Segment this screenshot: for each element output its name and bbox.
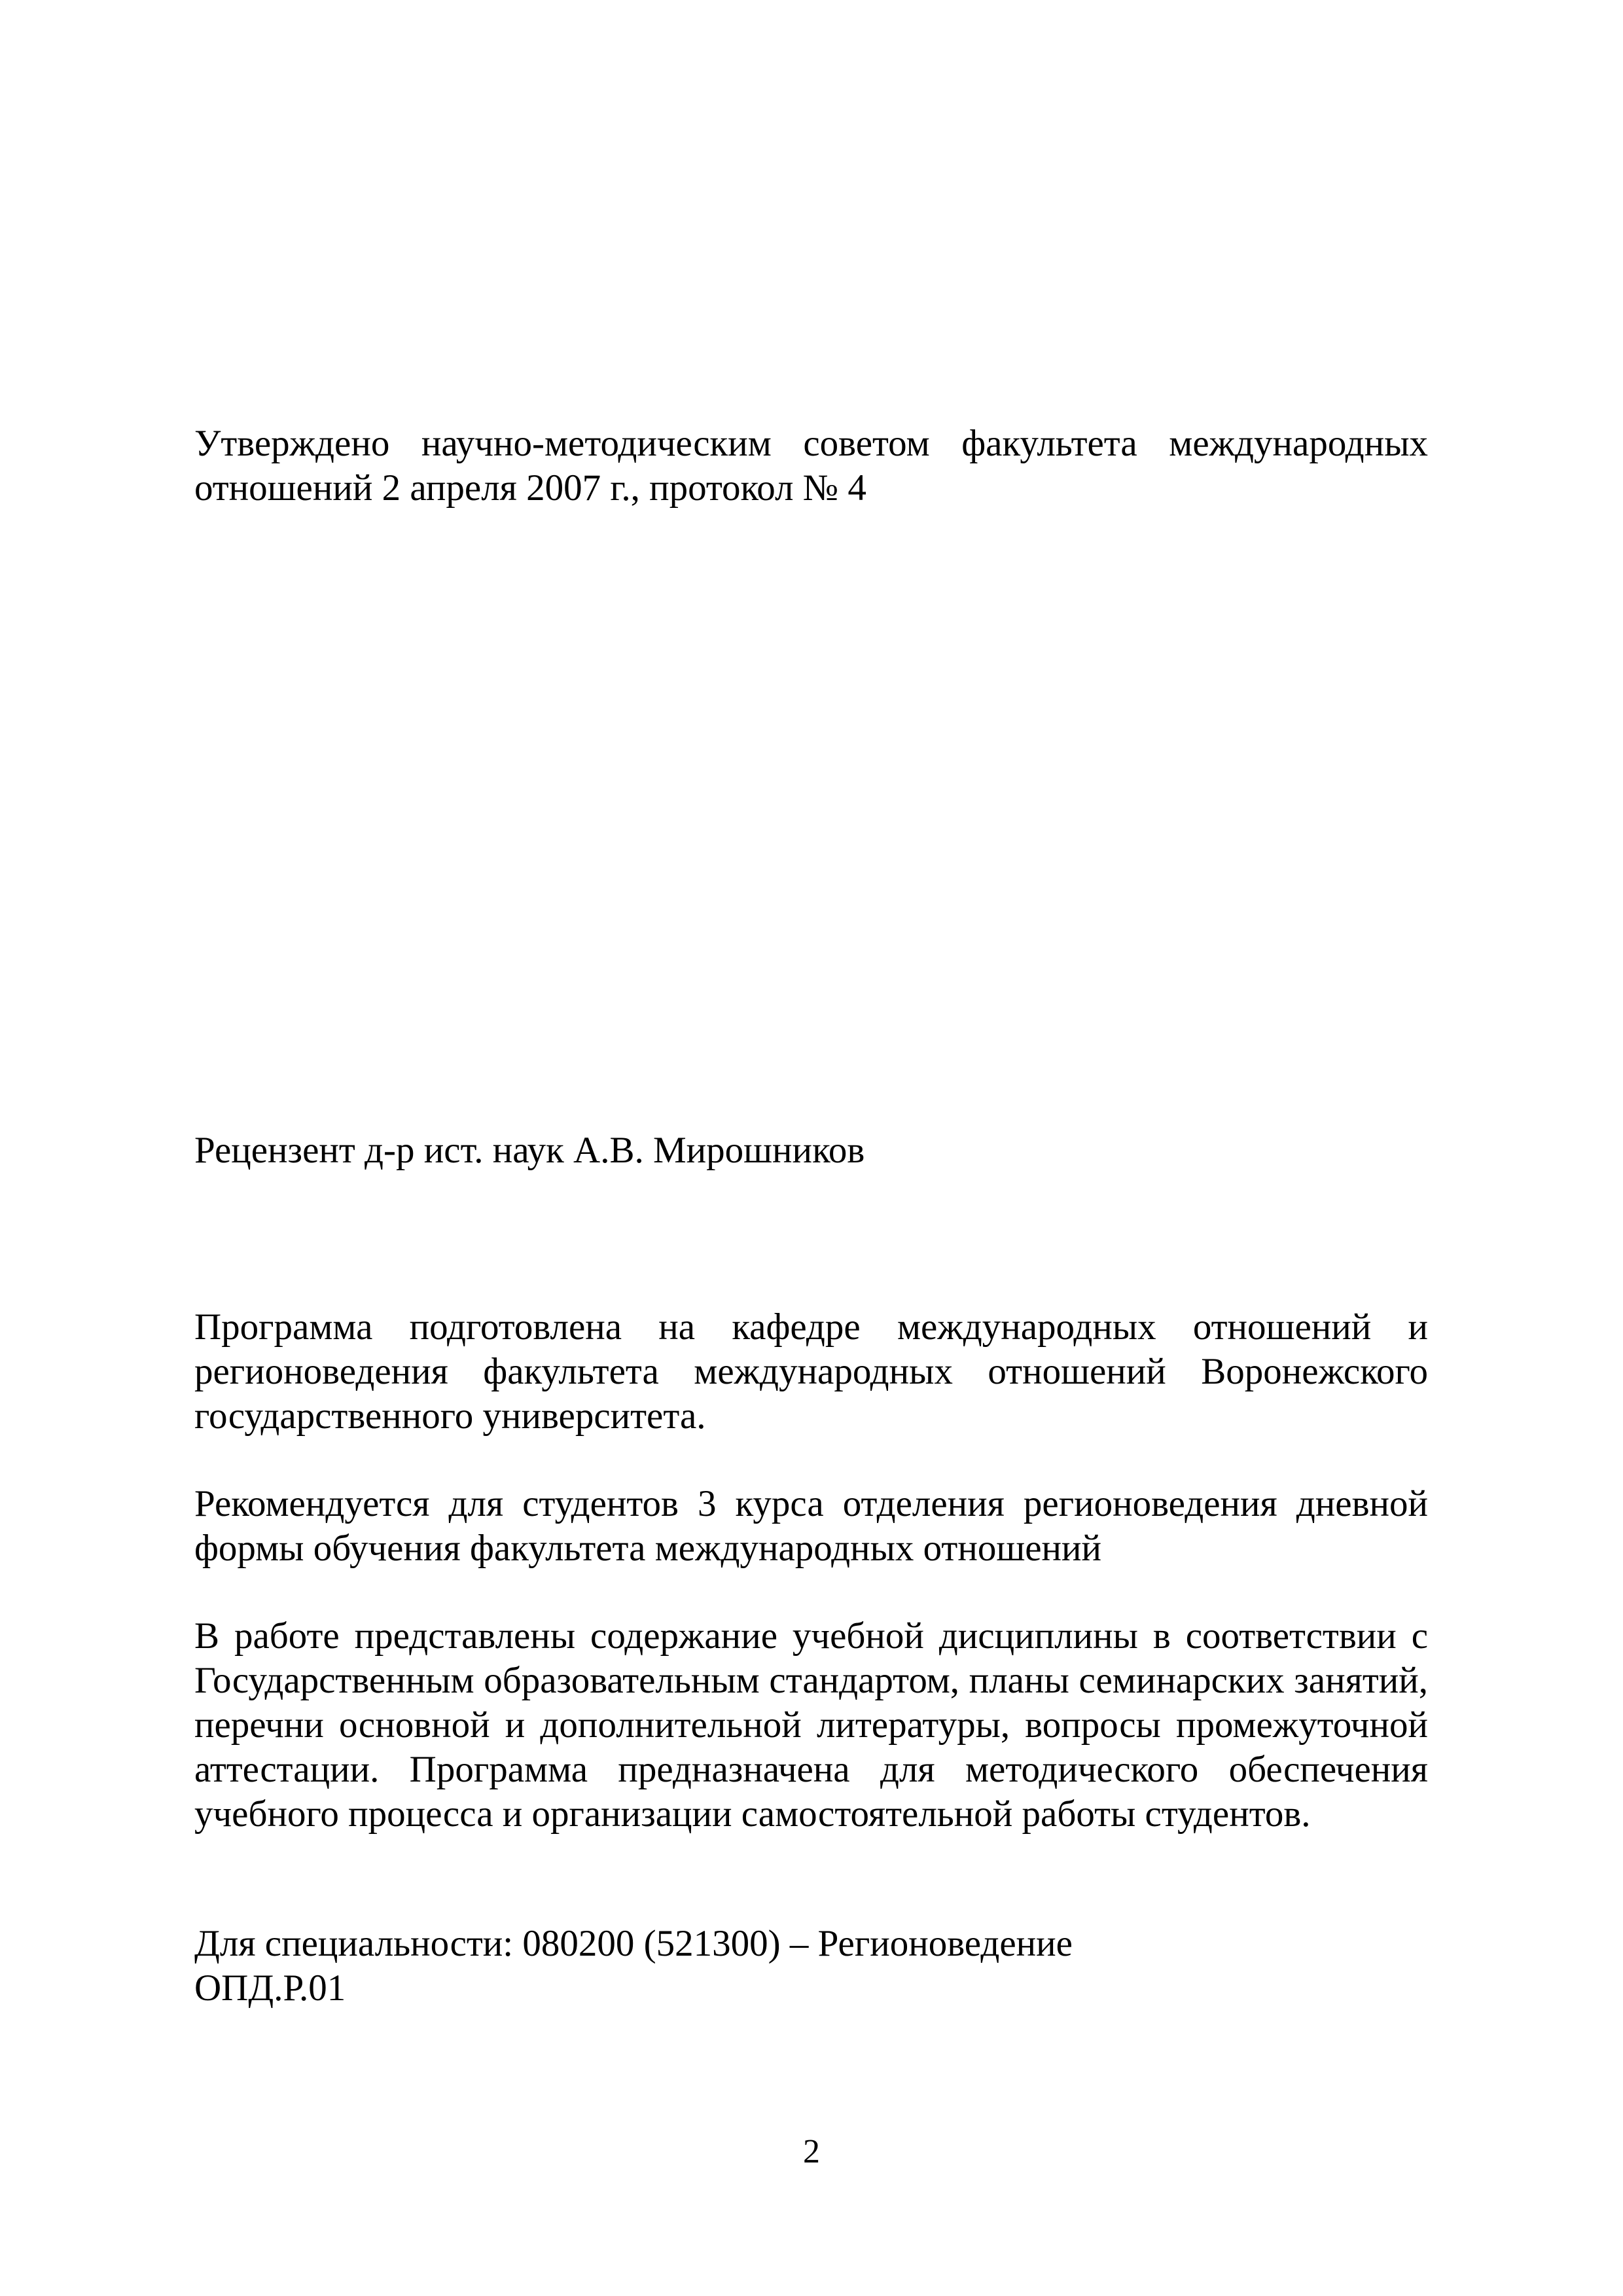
specialty-block bbox=[194, 1922, 1428, 2011]
page-number: 2 bbox=[803, 2133, 820, 2170]
specialty-line: Для специальности: 080200 (521300) – Регионоведение bbox=[194, 1923, 1073, 1964]
program-description-paragraph: В работе представлены содержание учебной дисциплины в соответствии с Государственным образовательным стандартом, планы семинарских занятий, перечни основной и дополнительной литературы, вопросы промежуточной аттестации. Программа предназначена для методического обеспечения учебного процесса и организации самостоятельной работы студентов. bbox=[194, 1615, 1428, 1835]
recommendation-paragraph: Рекомендуется для студентов 3 курса отделения регионоведения дневной формы обучения факультета международных отношений bbox=[194, 1483, 1428, 1569]
reviewer-line: Рецензент д-р ист. наук А.В. Мирошников bbox=[194, 1130, 865, 1171]
program-prepared-paragraph: Программа подготовлена на кафедре международных отношений и регионоведения факультета международных отношений Воронежского государственного университета. bbox=[194, 1306, 1428, 1437]
approval-note: Утверждено научно-методическим советом факультета международных отношений 2 апреля 2007 г., протокол № 4 bbox=[194, 423, 1428, 509]
discipline-code: ОПД.Р.01 bbox=[194, 1967, 346, 2009]
